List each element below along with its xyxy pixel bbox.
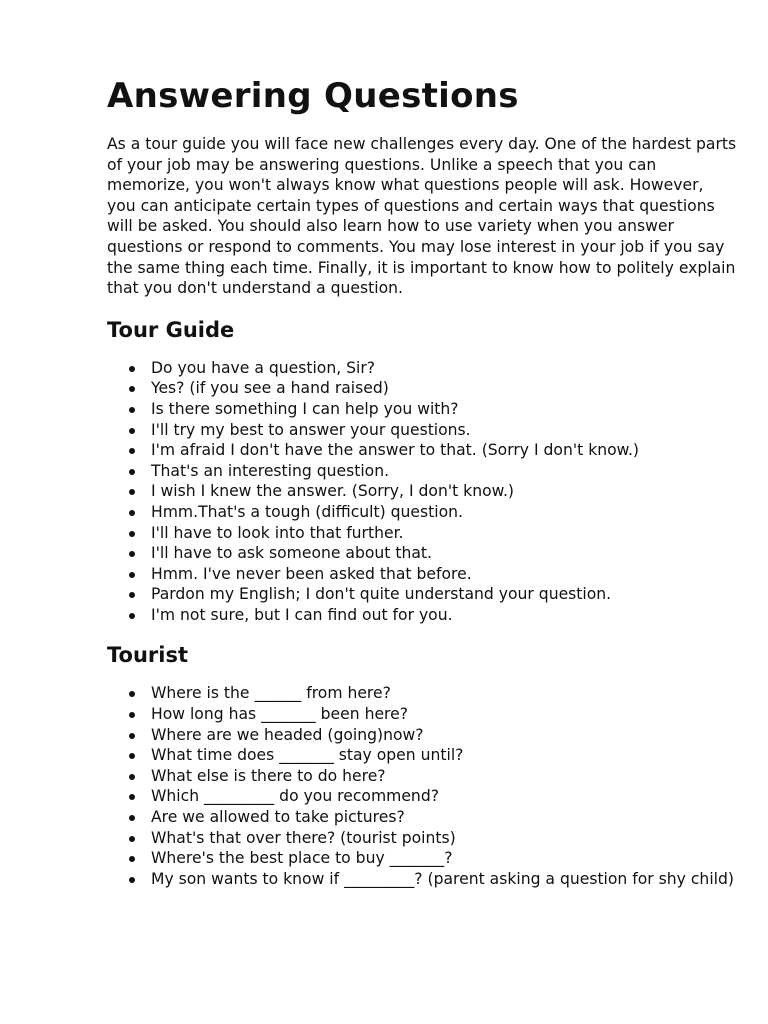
list-item — [107, 461, 737, 482]
intro-paragraph: As a tour guide you will face new challenges every day. One of the hardest parts of your job may be answering questions. Unlike a speech that you can memorize, you won't always know what questions people will ask. However, you can anticipate certain types of questions and certain ways that questions will be asked. You should also learn how to use variety when you answer questions or respond to comments. You may lose interest in your job if you say the same thing each time. Finally, it is important to know how to politely explain that you don't understand a question. — [107, 135, 737, 298]
list-item — [107, 378, 737, 399]
list-item-text: That's an interesting question. — [151, 461, 390, 480]
list-item-text: My son wants to know if _________? (parent asking a question for shy child) — [151, 869, 734, 888]
bullet-icon — [129, 531, 135, 537]
document-page — [107, 72, 737, 889]
bullet-icon — [129, 366, 135, 372]
list-item-text: I'll try my best to answer your questions. — [151, 420, 471, 439]
list-item — [107, 725, 737, 746]
bullet-icon — [129, 572, 135, 578]
bullet-icon — [129, 774, 135, 780]
list-item-text: What's that over there? (tourist points) — [151, 828, 456, 847]
list-item-text: Hmm. I've never been asked that before. — [151, 564, 472, 583]
bullet-icon — [129, 613, 135, 619]
list-item — [107, 786, 737, 807]
list-item — [107, 704, 737, 725]
list-item-text: What else is there to do here? — [151, 766, 386, 785]
bullet-icon — [129, 794, 135, 800]
list-item-text: Where are we headed (going)now? — [151, 725, 424, 744]
list-item — [107, 543, 737, 564]
list-item — [107, 683, 737, 704]
list-item — [107, 605, 737, 626]
list-item-text: Where's the best place to buy _______? — [151, 849, 453, 868]
list-item-text: Are we allowed to take pictures? — [151, 808, 405, 827]
list-item — [107, 440, 737, 461]
tourist-heading: Tourist — [107, 643, 189, 668]
list-item-text: Yes? (if you see a hand raised) — [151, 379, 389, 398]
bullet-icon — [129, 815, 135, 821]
bullet-icon — [129, 856, 135, 862]
list-item — [107, 869, 737, 890]
list-item-text: Do you have a question, Sir? — [151, 358, 376, 377]
bullet-icon — [129, 877, 135, 883]
bullet-icon — [129, 836, 135, 842]
list-item-text: I'm not sure, but I can find out for you. — [151, 605, 453, 624]
bullet-icon — [129, 712, 135, 718]
list-item — [107, 766, 737, 787]
bullet-icon — [129, 753, 135, 759]
list-item-text: What time does _______ stay open until? — [151, 746, 464, 765]
list-item-text: Where is the ______ from here? — [151, 684, 391, 703]
list-item — [107, 523, 737, 544]
list-item — [107, 807, 737, 828]
list-item-text: Is there something I can help you with? — [151, 399, 459, 418]
list-item-text: Hmm.That's a tough (difficult) question. — [151, 502, 463, 521]
list-item — [107, 481, 737, 502]
tourist-list — [107, 683, 737, 889]
list-item — [107, 745, 737, 766]
list-item — [107, 828, 737, 849]
bullet-icon — [129, 510, 135, 516]
list-item-text: Which _________ do you recommend? — [151, 787, 439, 806]
list-item-text: I'll have to look into that further. — [151, 523, 404, 542]
bullet-icon — [129, 428, 135, 434]
tour-guide-heading: Tour Guide — [107, 317, 235, 342]
list-item-text: I wish I knew the answer. (Sorry, I don't know.) — [151, 482, 514, 501]
list-item-text: I'll have to ask someone about that. — [151, 544, 432, 563]
bullet-icon — [129, 489, 135, 495]
list-item-text: I'm afraid I don't have the answer to that. (Sorry I don't know.) — [151, 441, 640, 460]
list-item — [107, 502, 737, 523]
list-item — [107, 358, 737, 379]
list-item — [107, 420, 737, 441]
tour-guide-list — [107, 358, 737, 626]
list-item-text: How long has _______ been here? — [151, 705, 408, 724]
bullet-icon — [129, 407, 135, 413]
bullet-icon — [129, 592, 135, 598]
list-item — [107, 848, 737, 869]
bullet-icon — [129, 448, 135, 454]
page-title: Answering Questions — [107, 76, 519, 116]
bullet-icon — [129, 386, 135, 392]
bullet-icon — [129, 469, 135, 475]
list-item — [107, 584, 737, 605]
bullet-icon — [129, 551, 135, 557]
bullet-icon — [129, 691, 135, 697]
list-item-text: Pardon my English; I don't quite understand your question. — [151, 585, 612, 604]
list-item — [107, 564, 737, 585]
list-item — [107, 399, 737, 420]
bullet-icon — [129, 733, 135, 739]
